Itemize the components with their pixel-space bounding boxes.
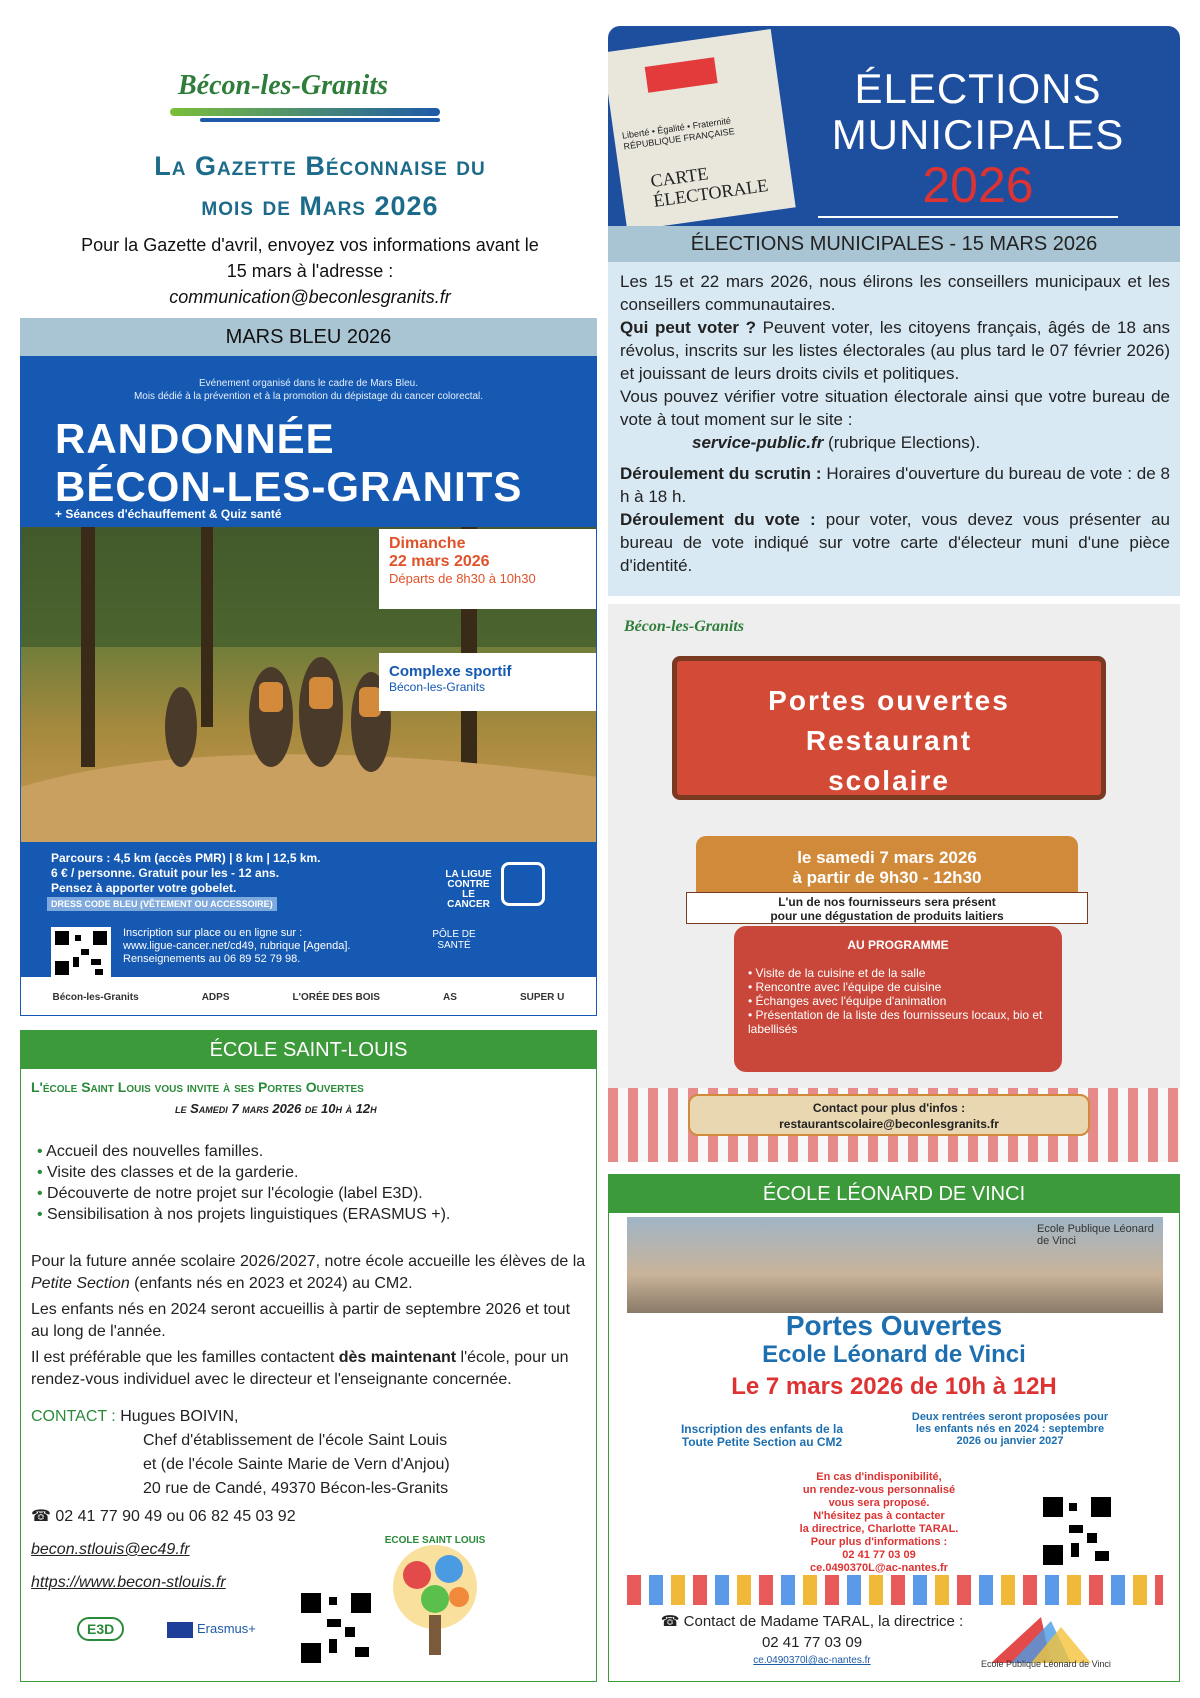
resto-logo: Bécon-les-Granits — [624, 618, 744, 635]
stl-email[interactable]: becon.stlouis@ec49.fr — [31, 1541, 190, 1558]
poster-subtitle — [21, 377, 596, 403]
dispo-line: la directrice, Charlotte TARAL. — [799, 1523, 959, 1535]
municipal-logo — [170, 56, 450, 126]
elections-title — [788, 66, 1168, 158]
stl-date: le Samedi 7 mars 2026 de 10h à 12h — [175, 1101, 377, 1116]
qr-code-icon[interactable] — [51, 927, 111, 979]
list-item: • Visite des classes et de la garderie. — [37, 1162, 450, 1183]
tricolor-stripe — [645, 57, 718, 92]
elections-title-line2: MUNICIPALES — [831, 111, 1125, 158]
date-label: Dimanche — [389, 535, 466, 552]
poster-title — [55, 415, 522, 511]
pole-sante-logo: PÔLE DE SANTÉ — [432, 929, 476, 951]
poster-sub-line1: Evénement organisé dans le cadre de Mars Bleu. — [198, 378, 418, 389]
mars-bleu-poster — [20, 356, 597, 1016]
gazette-intro — [30, 232, 590, 310]
resto-title-line2: Restaurant — [805, 725, 973, 756]
service-public-link[interactable]: service-public.fr — [692, 433, 824, 452]
departs: Départs de 8h30 à 10h30 — [389, 571, 536, 586]
dispo-line: un rendez-vous personnalisé — [802, 1484, 956, 1496]
contact-line — [657, 1611, 967, 1632]
info-line1: Parcours : 4,5 km (accès PMR) | 8 km | 12,5 km. — [51, 851, 321, 865]
p5-label: Déroulement du vote : — [620, 510, 816, 529]
poster-sub-line2: Mois dédié à la prévention et à la promotion du dépistage du cancer colorectal. — [133, 391, 484, 402]
vinci-logo-text: Ecole Publique Léonard de Vinci — [981, 1659, 1111, 1669]
intro-line2: 15 mars à l'adresse : — [226, 261, 394, 281]
p1-b: , notre école accueille les élèves de la — [315, 1253, 586, 1270]
resto-date-line1: le samedi 7 mars 2026 — [797, 848, 977, 867]
saint-louis-section — [20, 1030, 597, 1682]
event-date-box — [379, 529, 597, 609]
intro-line1: Pour la Gazette d'avril, envoyez vos informations avant le — [81, 235, 539, 255]
fourn-line1: L'un de nos fournisseurs sera présent — [778, 895, 996, 909]
qr-code-icon[interactable] — [299, 1591, 373, 1665]
e3d-logo: E3D — [77, 1617, 124, 1641]
p5-text: pour voter, vous devez vous présenter au bureau de vote indiqué sur votre carte d'électeur muni d'une pièce d'identité. — [620, 510, 1170, 575]
elections-banner — [608, 26, 1180, 226]
vinci-date: Le 7 mars 2026 de 10h à 12H — [731, 1373, 1057, 1400]
p1-a: Pour la future année scolaire 2026/2027 — [31, 1253, 316, 1270]
registration-info — [123, 927, 403, 966]
stl-contact — [31, 1405, 450, 1501]
crayons-illustration — [627, 1575, 1163, 1605]
fourn-line2: pour une dégustation de produits laitiers — [770, 909, 1004, 923]
elec-site-line — [620, 431, 1170, 454]
contact-phone[interactable]: 02 41 77 03 09 — [761, 1634, 863, 1651]
gazette-title-line2: mois de Mars 2026 — [201, 191, 439, 221]
logo-swoosh — [170, 108, 440, 116]
dispo-line: vous sera proposé. — [828, 1497, 930, 1509]
stl-invite: L'école Saint Louis vous invite à ses Portes Ouvertes — [31, 1079, 364, 1095]
list-item: • Échanges avec l'équipe d'animation — [748, 994, 1048, 1008]
eu-flag-icon — [167, 1622, 193, 1638]
reg-line3: Renseignements au 06 89 52 79 98. — [123, 953, 301, 965]
card-label: CARTE ÉLECTORALE — [649, 163, 770, 211]
erasmus-logo — [167, 1621, 256, 1638]
prog-title: AU PROGRAMME — [847, 938, 949, 952]
elec-p2 — [620, 316, 1170, 385]
list-item: • Visite de la cuisine et de la salle — [748, 966, 1048, 980]
elec-p4 — [620, 462, 1170, 508]
ecole-saint-louis-logo — [375, 1525, 495, 1665]
resto-title-line3: scolaire — [828, 765, 950, 796]
poster-title-line1: RANDONNÉE — [55, 415, 335, 462]
divider — [818, 216, 1118, 218]
p1-d: (enfants nés en 2023 et 2024) au CM2. — [129, 1275, 413, 1292]
gazette-title — [60, 146, 580, 226]
resto-fournisseur — [686, 892, 1088, 924]
erasmus-text: Erasmus+ — [197, 1621, 256, 1636]
parcours-info — [51, 851, 321, 896]
resto-title-line1: Portes ouvertes — [768, 685, 1010, 716]
sponsor-logo: ADPS — [201, 991, 230, 1003]
elec-p1: Les 15 et 22 mars 2026, nous élirons les conseillers municipaux et les conseillers communautaires. — [620, 272, 1170, 314]
mars-bleu-header: MARS BLEU 2026 — [20, 318, 597, 356]
gazette-title-line1: La Gazette Béconnaise du — [154, 151, 486, 181]
contact-text: Contact de Madame TARAL, la directrice : — [683, 1613, 964, 1630]
event-place-box — [379, 653, 597, 711]
prog-list — [748, 966, 1048, 1036]
sponsors-bar — [21, 977, 596, 1016]
sponsor-logo: SUPER U — [519, 991, 565, 1003]
list-item: • Rencontre avec l'équipe de cuisine — [748, 980, 1048, 994]
phone-number[interactable]: 02 41 77 90 49 ou 06 82 45 03 92 — [55, 1508, 296, 1525]
p3-b: dès maintenant — [338, 1349, 457, 1366]
contact-label: CONTACT : — [31, 1408, 116, 1425]
school-sign: Ecole Publique Léonard de Vinci — [1037, 1223, 1154, 1247]
resto-contact-email[interactable]: restaurantscolaire@beconlesgranits.fr — [779, 1117, 999, 1131]
vinci-inscription: Inscription des enfants de la Toute Petite Section au CM2 — [680, 1422, 844, 1449]
resto-date-line2: à partir de 9h30 - 12h30 — [792, 868, 982, 887]
reg-line2[interactable]: www.ligue-cancer.net/cd49, rubrique [Agenda]. — [123, 940, 351, 952]
rubrique: (rubrique Elections). — [823, 433, 981, 452]
elections-title-line1: ÉLECTIONS — [854, 65, 1102, 112]
sponsor-logo: L'ORÉE DES BOIS — [292, 991, 380, 1003]
place-sub: Bécon-les-Granits — [389, 680, 486, 694]
sponsor-logo: Bécon-les-Granits — [52, 991, 139, 1003]
vinci-email[interactable]: ce.0490370l@ac-nantes.fr — [753, 1655, 871, 1666]
date-value: 22 mars 2026 — [389, 553, 490, 570]
stl-website[interactable]: https://www.becon-stlouis.fr — [31, 1574, 226, 1591]
elec-p3: Vous pouvez vérifier votre situation électorale ainsi que votre bureau de vote à tout moment sur le site : — [620, 387, 1170, 429]
resto-board — [672, 656, 1106, 800]
contact-role2: et (de l'école Sainte Marie de Vern d'Anjou) — [143, 1456, 450, 1473]
dispo-line: En cas d'indisponibilité, — [816, 1471, 942, 1483]
elec-p5 — [620, 508, 1170, 577]
stl-paragraph-3 — [31, 1347, 591, 1391]
vinci-contact — [657, 1611, 967, 1653]
resto-programme — [734, 926, 1062, 1072]
logo-lettering: ECOLE SAINT LOUIS — [384, 1535, 486, 1546]
vinci-section — [608, 1174, 1180, 1682]
vinci-rentrees: Deux rentrées seront proposées pour les enfants nés en 2024 : septembre 2026 ou janvier 2027 — [911, 1411, 1109, 1447]
info-line2: 6 € / personne. Gratuit pour les - 12 ans. — [51, 866, 280, 880]
contact-name: Hugues BOIVIN, — [115, 1408, 239, 1425]
resto-title — [677, 681, 1101, 801]
p3-c: l'école, pour un rendez-vous individuel avec le directeur et l'enseignante concernée. — [31, 1349, 569, 1388]
card-text: Liberté • Égalité • Fraternité RÉPUBLIQUE FRANÇAISE — [621, 115, 736, 152]
stl-list — [37, 1141, 450, 1225]
qr-code-icon[interactable] — [1041, 1495, 1113, 1567]
list-item: • Présentation de la liste des fournisseurs locaux, bio et labellisés — [748, 1008, 1048, 1036]
p1-c: Petite Section — [31, 1275, 130, 1292]
contact-role1: Chef d'établissement de l'école Saint Louis — [143, 1432, 448, 1449]
contact-address: 20 rue de Candé, 49370 Bécon-les-Granits — [143, 1480, 449, 1497]
list-item: • Sensibilisation à nos projets linguistiques (ERASMUS +). — [37, 1204, 450, 1225]
p4-text: Horaires d'ouverture du bureau de vote : de 8 h à 18 h. — [620, 464, 1170, 506]
logo-swoosh-2 — [200, 118, 440, 122]
phone-icon: ☎ — [31, 1508, 56, 1525]
elections-section — [608, 226, 1180, 596]
p2-text: Peuvent voter, les citoyens français, âgés de 18 ans révolus, inscrits sur les listes électorales (au plus tard le 07 février 2026) et jouissant de leurs droits civils et politiques. — [620, 318, 1170, 383]
resto-contact — [688, 1094, 1090, 1136]
dispo-line[interactable]: ce.0490370L@ac-nantes.fr — [810, 1562, 948, 1574]
poster-extras: + Séances d'échauffement & Quiz santé — [55, 507, 282, 521]
stl-paragraph-2: Les enfants nés en 2024 seront accueillis à partir de septembre 2026 et tout au long de l'année. — [31, 1301, 571, 1340]
sponsor-logo: AS — [443, 991, 457, 1003]
vinci-title1: Portes Ouvertes — [785, 1310, 1003, 1341]
elections-header: ÉLECTIONS MUNICIPALES - 15 MARS 2026 — [608, 226, 1180, 262]
logo-text: Bécon-les-Granits — [178, 70, 388, 101]
p2-label: Qui peut voter ? — [620, 318, 757, 337]
resto-contact-label: Contact pour plus d'infos : — [812, 1101, 966, 1115]
ligue-text: LA LIGUE CONTRE LE CANCER — [445, 869, 492, 910]
phone-icon: ☎ — [660, 1613, 684, 1630]
saint-louis-header: ÉCOLE SAINT-LOUIS — [21, 1031, 596, 1069]
dress-code: DRESS CODE BLEU (VÊTEMENT OU ACCESSOIRE) — [47, 897, 277, 911]
restaurant-poster — [608, 604, 1180, 1162]
elections-text — [620, 270, 1170, 577]
ligue-icon — [501, 862, 545, 906]
info-line3: Pensez à apporter votre gobelet. — [51, 881, 237, 895]
reg-line1: Inscription sur place ou en ligne sur : — [123, 927, 303, 939]
dispo-line: N'hésitez pas à contacter — [813, 1510, 945, 1522]
list-item: • Découverte de notre projet sur l'écologie (label E3D). — [37, 1183, 450, 1204]
vinci-dispo — [749, 1471, 1009, 1575]
p3-a: Il est préférable que les familles contactent — [31, 1349, 339, 1366]
ligue-logo — [441, 862, 561, 912]
vinci-title2: Ecole Léonard de Vinci — [762, 1341, 1026, 1368]
list-item: • Accueil des nouvelles familles. — [37, 1141, 450, 1162]
elections-year: 2026 — [922, 157, 1034, 213]
dispo-line: 02 41 77 03 09 — [842, 1549, 916, 1561]
p4-label: Déroulement du scrutin : — [620, 464, 822, 483]
school-photo — [627, 1217, 1163, 1313]
voter-card-illustration — [608, 29, 796, 226]
intro-email[interactable]: communication@beconlesgranits.fr — [169, 287, 451, 307]
vinci-header: ÉCOLE LÉONARD DE VINCI — [609, 1175, 1179, 1213]
poster-title-line2: BÉCON-LES-GRANITS — [55, 463, 523, 510]
stl-paragraph-1 — [31, 1251, 591, 1295]
dispo-line: Pour plus d'informations : — [810, 1536, 948, 1548]
place-title: Complexe sportif — [389, 663, 512, 680]
stl-phone — [31, 1506, 296, 1526]
